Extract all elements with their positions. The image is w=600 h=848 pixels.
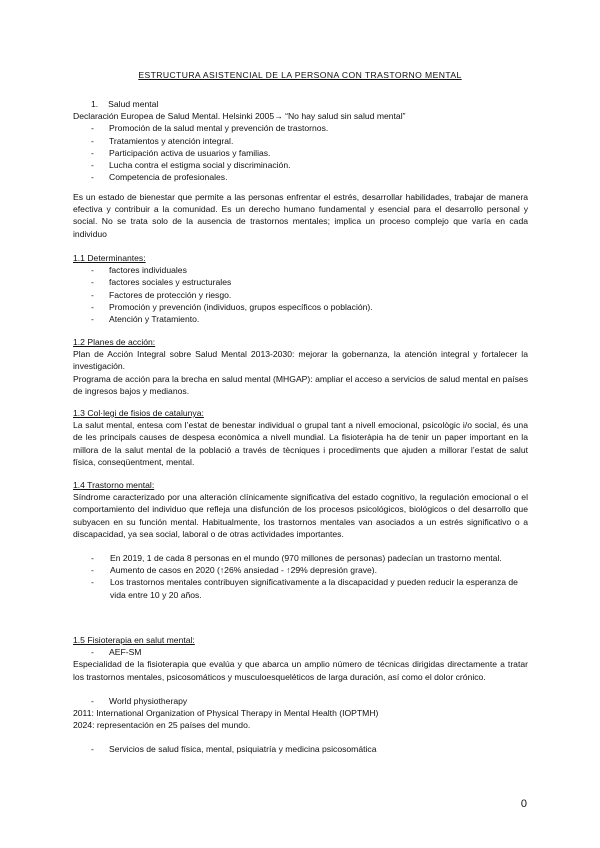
section-fisioterapia <box>73 634 528 756</box>
trastorno-stats-list <box>73 552 528 601</box>
trastorno-heading: 1.4 Trastorno mental: <box>73 480 155 490</box>
list-item: - Atención y Tratamiento. <box>73 313 528 325</box>
list-item: - Tratamientos y atención integral. <box>73 135 528 147</box>
list-item: - Servicios de salud física, mental, psiquiatría y medicina psicosomática <box>73 743 528 755</box>
trastorno-paragraph: Síndrome caracterizado por una alteración clínicamente significativa del estado cognitivo, la regulación emocional o el comportamiento del individuo que refleja una disfunción de los procesos psicológicos, biológicos o del desarrollo que subyacen en su función mental. Habitualmente, los trastornos mentales van asociados a un estrés significativo o a discapacidad, ya sea social, laboral o de otras actividades importantes. <box>73 492 528 539</box>
plan-integral: Plan de Acción Integral sobre Salud Mental 2013-2030: mejorar la gobernanza, la atención integral y fortalecer la investigación. <box>73 349 528 372</box>
section-determinantes <box>73 252 528 325</box>
section-trastorno-mental <box>73 479 528 601</box>
collegi-heading: 1.3 Col·legi de fisios de catalunya: <box>73 408 204 418</box>
list-item: - AEF-SM <box>73 646 528 658</box>
list-item: - World physiotherapy <box>73 695 528 707</box>
representacion-line: 2024: representación en 25 países del mundo. <box>73 720 251 731</box>
list-item: - Lucha contra el estigma social y discriminación. <box>73 159 528 171</box>
list-item: - factores individuales <box>73 264 528 276</box>
programa-mhgap: Programa de acción para la brecha en salud mental (MHGAP): ampliar el acceso a servicios de salud mental en países de ingresos bajos y medianos. <box>73 373 528 396</box>
fisioterapia-heading: 1.5 Fisioterapia en salut mental: <box>73 635 195 645</box>
collegi-paragraph: La salut mental, entesa com l’estat de benestar individual o grupal tant a nivell emocional, psicològic i/o social, és una de les principals causes de despesa econòmica a nivell mundial. La fisioteràpia ha de tenir un paper important en la millora de la salut mental de la població a través de tècniques i procediments que ajuden a millorar l’estat de salut física, conseqüentment, mental. <box>73 420 528 467</box>
list-item: - Participación activa de usuarios y familias. <box>73 147 528 159</box>
determinantes-list <box>73 264 528 325</box>
list-item: - factores sociales y estructurales <box>73 276 528 288</box>
section-planes-accion <box>73 336 528 397</box>
ioptmh-line: 2011: International Organization of Physical Therapy in Mental Health (IOPTMH) <box>73 708 379 719</box>
declaration-line: Declaración Europea de Salud Mental. Helsinki 2005→ “No hay salud sin salud mental” <box>73 111 406 122</box>
world-physio-list <box>73 695 528 707</box>
section-1-heading <box>0 98 528 110</box>
servicios-list <box>73 743 528 755</box>
salud-mental-paragraph-block <box>73 191 528 240</box>
helsinki-list <box>73 122 528 183</box>
list-item: - Promoción de la salud mental y prevención de trastornos. <box>73 122 528 134</box>
list-item: - Aumento de casos en 2020 (↑26% ansiedad - ↑29% depresión grave). <box>73 564 528 576</box>
page-number: 0 <box>520 798 527 810</box>
list-item: - En 2019, 1 de cada 8 personas en el mundo (970 millones de personas) padecían un trastorno mental. <box>73 552 528 564</box>
section-salud-mental <box>73 98 528 183</box>
list-item: - Competencia de profesionales. <box>73 171 528 183</box>
salud-mental-paragraph: Es un estado de bienestar que permite a las personas enfrentar el estrés, desarrollar habilidades, trabajar de manera efectiva y contribuir a la comunidad. Es un derecho humano fundamental y esencial para el desarrollo personal y social. No se trata solo de la ausencia de trastornos mentales; implica un proceso complejo que varía en cada individuo <box>73 192 528 239</box>
list-item: - Factores de protección y riesgo. <box>73 289 528 301</box>
determinantes-heading: 1.1 Determinantes: <box>73 253 146 263</box>
section-1-title: Salud mental <box>108 99 159 109</box>
list-item: - Los trastornos mentales contribuyen significativamente a la discapacidad y pueden reducir la esperanza de vida entre 10 y 20 años. <box>73 576 528 600</box>
section-1-number: 1. <box>91 99 99 109</box>
section-collegi <box>73 407 528 468</box>
fisioterapia-paragraph: Especialidad de la fisioterapia que evalúa y que abarca un amplio número de técnicas dirigidas directamente a tratar los trastornos mentales, psicosomáticos y musculoesqueléticos de larga duración, así como el dolor crónico. <box>73 659 528 682</box>
list-item: - Promoción y prevención (individuos, grupos específicos o población). <box>73 301 528 313</box>
aef-list <box>73 646 528 658</box>
page-title: ESTRUCTURA ASISTENCIAL DE LA PERSONA CON TRASTORNO MENTAL <box>138 70 462 80</box>
planes-heading: 1.2 Planes de acción: <box>73 337 156 347</box>
